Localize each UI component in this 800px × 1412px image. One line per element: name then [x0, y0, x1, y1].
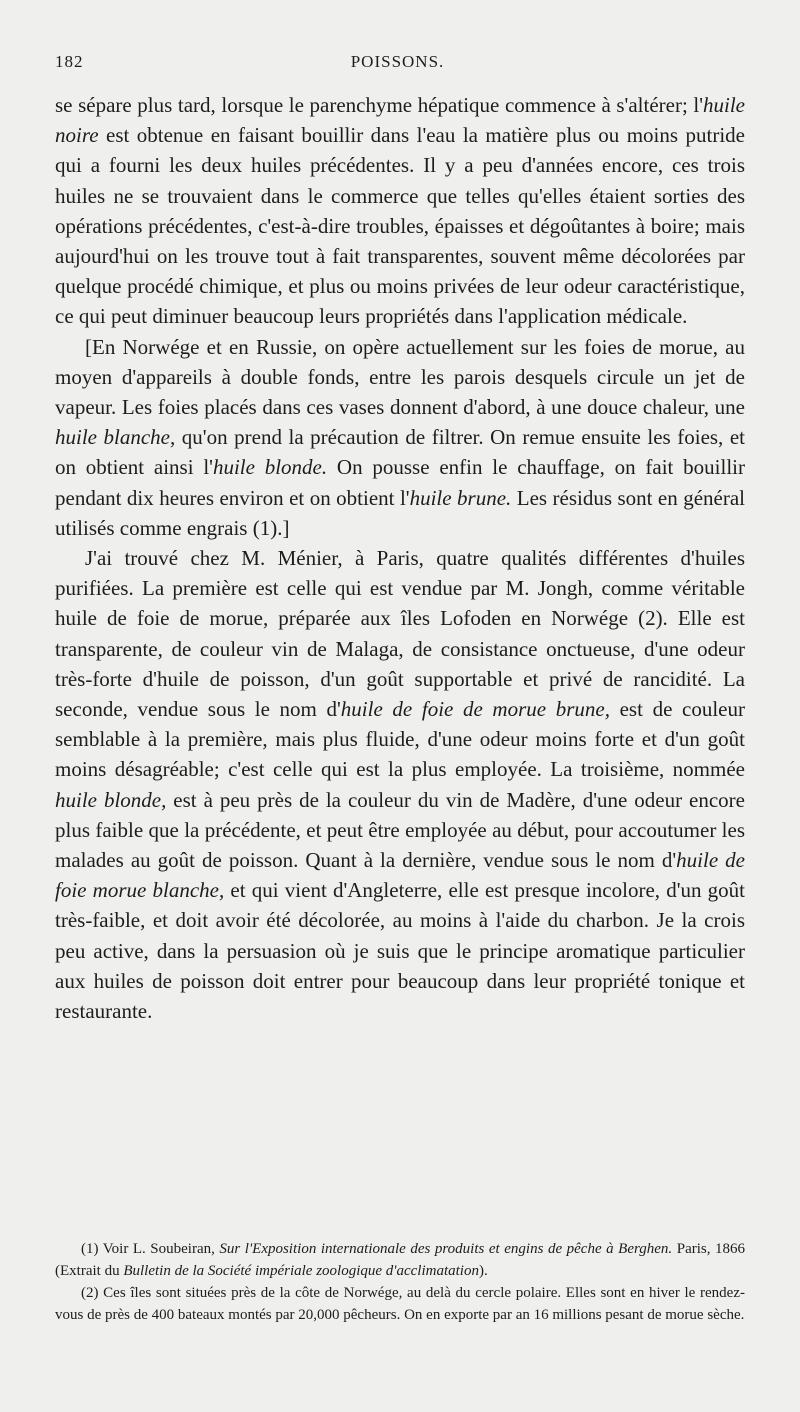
italic-text: huile blonde. — [212, 455, 328, 480]
paragraph — [55, 90, 745, 332]
page-number: 182 — [55, 52, 84, 71]
italic-text: huile brune. — [409, 485, 512, 510]
paragraph — [55, 332, 745, 543]
text-run: Les résidus sont en général utilisés comme engrais (1).] — [55, 485, 746, 540]
text-run: qu'on prend la précaution de filtrer. On remue ensuite les foies, et on obtient ainsi l' — [55, 425, 746, 480]
running-title: POISSONS. — [350, 52, 445, 71]
italic-text: huile de foie morue blanche, — [55, 848, 745, 903]
text-run: (1) Voir L. Soubeiran, — [81, 1241, 220, 1257]
italic-text: huile de foie de morue brune, — [340, 697, 610, 722]
text-run: On pousse enfin le chauffage, on fait bouillir pendant dix heures environ et on obtient l' — [55, 455, 745, 510]
text-run: [En Norwége et en Russie, on opère actuellement sur les foies de morue, au moyen d'appareils à double fonds, entre les parois desquels circule un jet de vapeur. Les foies placés dans ces vases donnent d'abord, à une douce chaleur, une — [55, 334, 745, 420]
footnotes — [55, 1238, 745, 1326]
text-run: est obtenue en faisant bouillir dans l'eau la matière plus ou moins putride qui a fourni les deux huiles précédentes. Il y a peu d'années encore, ces trois huiles ne se trouvaient dans le commerce que telles qu'elles étaient sorties des opérations précédentes, c'est-à-dire troubles, épaisses et dégoûtantes à boire; mais aujourd'hui on les trouve tout à fait transparentes, souvent même décolorées par quelque procédé chimique, et plus ou moins privées de leur odeur caractéristique, ce qui peut diminuer beaucoup leurs propriétés dans l'application médicale. — [55, 123, 745, 329]
paragraph — [55, 543, 745, 1026]
italic-text: huile blonde, — [55, 787, 167, 812]
text-run: et qui vient d'Angleterre, elle est presque incolore, d'un goût très-faible, et doit avoir été décolorée, au moins à l'aide du charbon. Je la crois peu active, dans la persuasion où je suis que le principe aromatique particulier aux huiles de poisson doit entrer pour beaucoup dans leur propriété tonique et restaurante. — [55, 878, 745, 1024]
footnote — [55, 1282, 745, 1326]
italic-text: Sur l'Exposition internationale des produits et engins de pêche à Berghen. — [219, 1241, 673, 1257]
text-run: Paris, 1866 (Extrait du — [55, 1241, 746, 1279]
page-header — [55, 52, 740, 82]
italic-text: huile blanche, — [55, 425, 176, 450]
body-text — [55, 90, 745, 1026]
italic-text: Bulletin de la Société impériale zoologique d'acclimatation — [123, 1263, 479, 1279]
footnote — [55, 1238, 745, 1282]
text-run: est de couleur semblable à la première, mais plus fluide, d'une odeur moins forte et d'un goût moins désagréable; c'est celle qui est la plus employée. La troisième, nommée — [55, 697, 745, 782]
text-run: est à peu près de la couleur du vin de Madère, d'une odeur encore plus faible que la précédente, et peut être employée au début, pour accoutumer les malades au goût de poisson. Quant à la dernière, vendue sous le nom d' — [55, 787, 745, 873]
text-run: ). — [478, 1263, 488, 1279]
text-run: se sépare plus tard, lorsque le parenchyme hépatique commence à s'altérer; l' — [55, 93, 703, 117]
italic-text: huile noire — [55, 93, 745, 148]
text-run: J'ai trouvé chez M. Ménier, à Paris, quatre qualités différentes d'huiles purifiées. La première est celle qui est vendue par M. Jongh, comme véritable huile de foie de morue, préparée aux îles Lofoden en Norwége (2). Elle est transparente, de couleur vin de Malaga, de consistance onctueuse, d'une odeur très-forte d'huile de poisson, d'un goût supportable et privé de rancidité. La seconde, vendue sous le nom d' — [55, 546, 745, 722]
text-run: (2) Ces îles sont situées près de la côte de Norwége, au delà du cercle polaire. Elles sont en hiver le rendez-vous de près de 400 bateaux montés par 20,000 pêcheurs. On en exporte par an 16 millions pesant de morue sèche. — [55, 1285, 745, 1323]
